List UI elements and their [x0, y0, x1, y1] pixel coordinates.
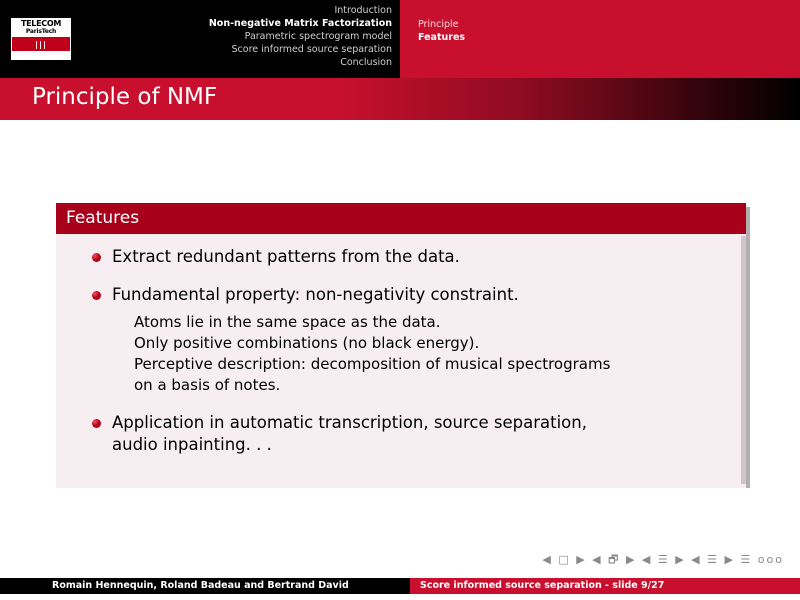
- bullet-icon: [92, 253, 101, 262]
- list-item-text: Application in automatic transcription, source separation,: [112, 413, 587, 432]
- outline-item-principle[interactable]: Principle: [418, 19, 459, 30]
- list-item-text: Fundamental property: non-negativity constraint.: [112, 285, 519, 304]
- outline-item-nmf[interactable]: Non-negative Matrix Factorization: [208, 18, 392, 29]
- list-item: [70, 246, 732, 268]
- block-body: [56, 234, 746, 488]
- outline-item-features[interactable]: Features: [418, 32, 466, 43]
- list-item: [70, 284, 732, 396]
- slide-footer: [0, 578, 800, 594]
- list-item-text-continued: audio inpainting. . .: [112, 435, 272, 454]
- bullet-icon: [92, 419, 101, 428]
- beamer-navigation-icons[interactable]: [540, 551, 784, 570]
- bullet-icon: [92, 291, 101, 300]
- footer-title-and-slide-number: Score informed source separation - slide 9/27: [410, 578, 800, 594]
- logo-line1: TELECOM: [20, 19, 62, 28]
- footer-authors: Romain Hennequin, Roland Badeau and Bertrand David: [0, 578, 410, 594]
- slide-title-bar: [0, 78, 800, 120]
- section-outline: [82, 0, 400, 78]
- navigation-symbols[interactable]: ◀ □ ▶ ◀ 🗗 ▶ ◀ ☰ ▶ ◀ ☰ ▶ ☰ ᴏᴏᴏ: [542, 553, 784, 566]
- page-title: Principle of NMF: [32, 84, 218, 110]
- logo-line2: ParisTech: [25, 28, 57, 35]
- bullet-list: [70, 246, 732, 456]
- sub-list: [112, 312, 732, 396]
- telecom-paristech-logo: [10, 17, 72, 61]
- slide-header: [0, 0, 800, 78]
- outline-item-introduction[interactable]: Introduction: [334, 5, 392, 16]
- logo-area: [0, 0, 82, 78]
- block-title: Features: [56, 203, 746, 234]
- block-inner: [56, 203, 746, 488]
- features-block: [56, 203, 746, 488]
- logo-badge: [12, 37, 70, 51]
- logo-badge-text: |||: [35, 39, 47, 49]
- block-edge-bar: [741, 236, 746, 484]
- sub-list-item-continued: on a basis of notes.: [134, 376, 281, 394]
- sub-list-item: Atoms lie in the same space as the data.: [134, 313, 441, 331]
- outline-item-score-informed-source-separation[interactable]: Score informed source separation: [231, 44, 392, 55]
- subsection-outline: [400, 0, 800, 78]
- sub-list-item: Perceptive description: decomposition of musical spectrograms: [134, 355, 611, 373]
- sub-list-item: Only positive combinations (no black energy).: [134, 334, 480, 352]
- list-item: [70, 412, 732, 456]
- list-item-text: Extract redundant patterns from the data.: [112, 247, 460, 266]
- outline-item-conclusion[interactable]: Conclusion: [340, 57, 392, 68]
- outline-item-parametric-spectrogram-model[interactable]: Parametric spectrogram model: [244, 31, 392, 42]
